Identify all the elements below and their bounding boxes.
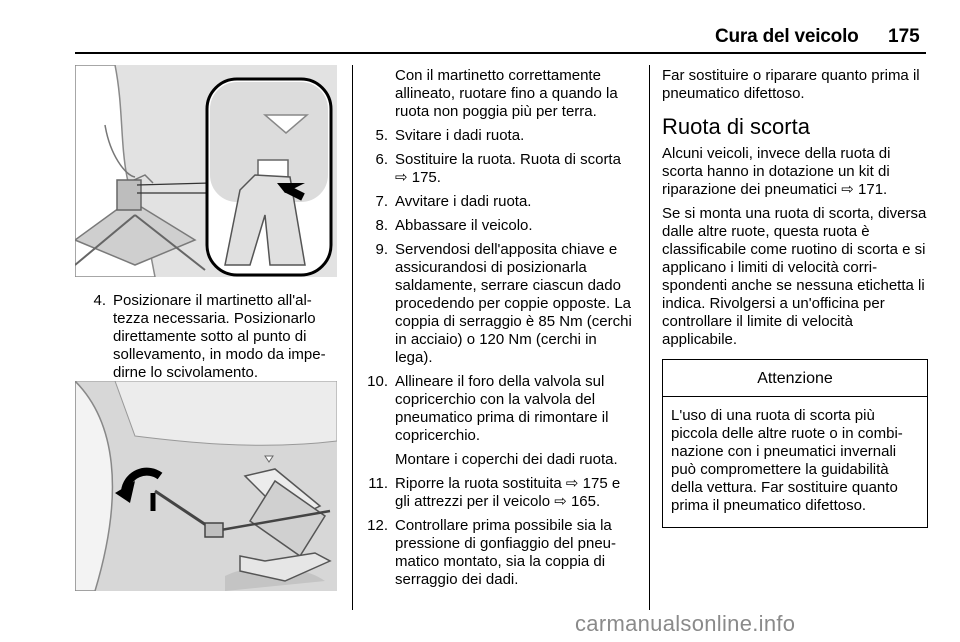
step-number: 11. [368,475,388,492]
step-text: Sostituire la ruota. Ruota di scorta ⇨ 175. [395,151,621,186]
step-6 [362,151,634,187]
column-separator-left [352,65,353,610]
step-5 [362,127,634,145]
warning-title: Attenzione [663,360,927,397]
watermark: carmanualsonline.info [575,611,796,636]
page-number: 175 [888,26,920,47]
intro-text: Far sostituire o riparare quanto prima il pneumatico difettoso. [662,67,920,102]
figure-jack-position [75,65,337,277]
section-heading: Ruota di scorta [662,114,810,139]
step-number: 10. [367,373,388,390]
step-text: Avvitare i dadi ruota. [395,193,532,210]
warning-box [662,359,928,528]
continuation-text: Con il martinetto correttamente allineato, ruotare fino a quando la ruota non poggia più per terra. [395,67,618,120]
step-number: 4. [93,292,106,309]
step-7 [362,193,634,211]
step-number: 8. [375,217,388,234]
warning-body: L'uso di una ruota di scorta più piccola delle altre ruote o in combinazione con i pneumatici invernali può compromettere la guidabilità della vettura. Far sostituire quanto prima il pneumatico difettoso. [671,407,903,514]
jack-crank-illustration [75,381,337,591]
step-number: 5. [375,127,388,144]
step-text: Controllare prima possibile sia la pressione di gonfiaggio del pneumatico montato, sia la coppia di serraggio dei dadi. [395,517,616,588]
step-9 [362,241,634,367]
jack-position-illustration [75,65,337,277]
step-text: Riporre la ruota sostituita ⇨ 175 e gli attrezzi per il veicolo ⇨ 165. [395,475,621,510]
step-4 [80,292,342,382]
step-text: Allineare il foro della valvola sul copricerchio con la valvola del pneumatico prima di rimontare il copricerchio. [395,373,609,444]
page-title: Cura del veicolo [715,26,859,47]
header-rule [75,52,926,54]
step-text: Servendosi dell'apposita chiave e assicurandosi di posizionarla saldamente, serrare ciascun dado procedendo per coppie opposte. La coppia di serraggio è 85 Nm (cerchi in acciaio) o 120 Nm (cerchi in lega). [395,241,632,366]
paragraph-1: Alcuni veicoli, invece della ruota di scorta hanno in dotazione un kit di riparazione dei pneumatici ⇨ 171. [662,145,891,198]
paragraph-2: Se si monta una ruota di scorta, diversa dalle altre ruote, questa ruota è classificabile come ruotino di scorta e si applicano i limiti di velocità corrispondenti anche se nessuna etichetta li indica. Rivolgersi a un'officina per controllare il limite di velocità applicabile. [662,205,927,348]
step-number: 12. [367,517,388,534]
step-10-extra: Montare i coperchi dei dadi ruota. [395,451,618,468]
step-number: 9. [375,241,388,258]
step-8 [362,217,634,235]
column-separator-right [649,65,650,610]
column-1 [80,292,342,388]
column-2 [362,67,634,595]
step-11 [362,475,634,511]
step-10 [362,373,634,445]
step-number: 7. [375,193,388,210]
step-text: Abbassare il veicolo. [395,217,533,234]
page-header [0,0,960,50]
figure-jack-crank [75,381,337,591]
step-text: Posizionare il martinetto all'altezza necessaria. Posizionarlo direttamente sotto al punto di sollevamento, in modo da impedirne lo scivolamento. [113,292,326,381]
step-12 [362,517,634,589]
column-3 [662,67,928,528]
step-number: 6. [375,151,388,168]
step-text: Svitare i dadi ruota. [395,127,525,144]
